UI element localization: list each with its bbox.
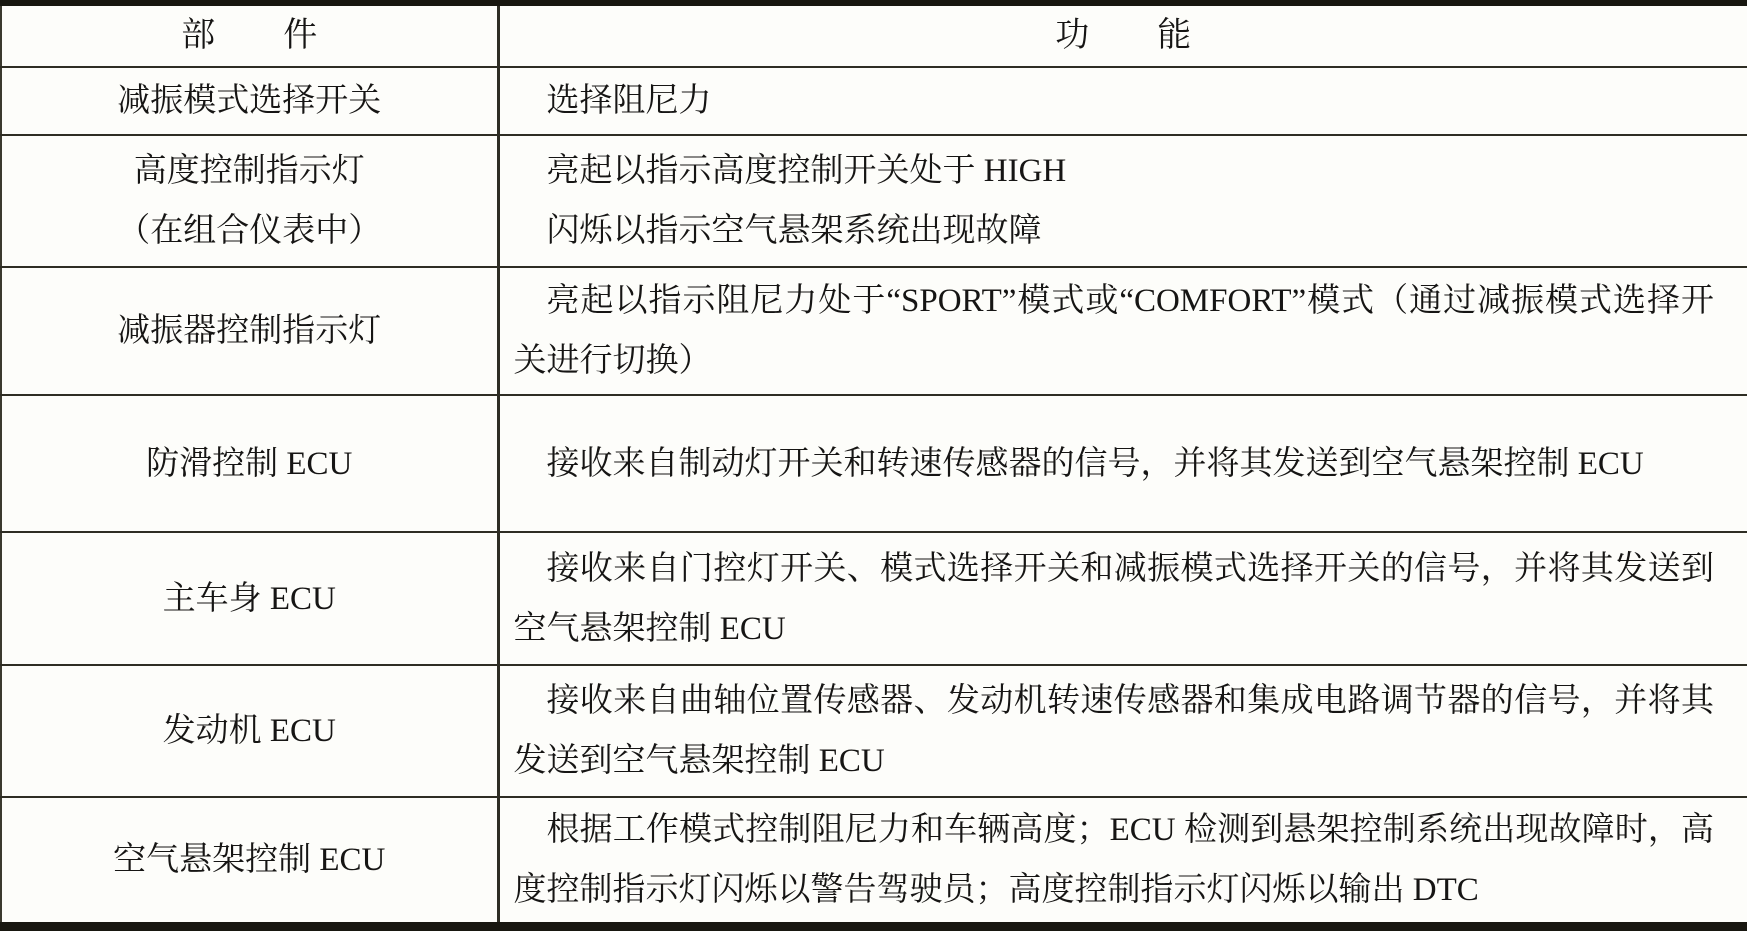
function-text-paragraph: 选择阻尼力 [546,83,712,119]
function-cell [498,395,1747,532]
function-text-paragraph: 根据工作模式控制阻尼力和车辆高度；ECU 检测到悬架控制系统出现故障时，高度控制指示灯闪烁以警告驾驶员；高度控制指示灯闪烁以输出 DTC [513,812,1714,908]
component-cell [1,797,498,927]
component-text-line: 主车身 ECU [162,580,336,617]
component-text-line: （在组合仪表中） [117,213,382,249]
component-cell [1,532,498,665]
table-body [1,67,1747,927]
header-component: 部 件 [1,3,498,67]
table-row [1,532,1747,665]
table-row [1,67,1747,135]
component-text-line: 防滑控制 ECU [146,445,353,482]
function-text-paragraph: 接收来自门控灯开关、模式选择开关和减振模式选择开关的信号，并将其发送到空气悬架控制 ECU [513,550,1714,647]
table-row [1,665,1747,797]
component-text-line: 发动机 ECU [162,713,336,749]
function-text-paragraph: 闪烁以指示空气悬架系统出现故障 [546,213,1042,249]
table-row [1,797,1747,927]
component-text-line: 减振器控制指示灯 [117,313,382,349]
component-text-line: 减振模式选择开关 [117,83,382,119]
function-text-paragraph: 亮起以指示高度控制开关处于 HIGH [546,153,1067,189]
function-cell [498,135,1747,267]
function-cell [498,267,1747,395]
header-function: 功 能 [498,3,1747,67]
component-cell [1,135,498,267]
function-text-paragraph: 接收来自曲轴位置传感器、发动机转速传感器和集成电路调节器的信号，并将其发送到空气悬架控制 ECU [513,683,1714,779]
component-cell [1,665,498,797]
function-text-paragraph: 亮起以指示阻尼力处于“SPORT”模式或“COMFORT”模式（通过减振模式选择开关进行切换） [513,283,1714,379]
component-text-line: 高度控制指示灯 [133,153,365,189]
table-row [1,395,1747,532]
function-cell [498,67,1747,135]
function-cell [498,665,1747,797]
table-row [1,267,1747,395]
component-cell [1,67,498,135]
component-text-line: 空气悬架控制 ECU [113,842,386,878]
table-row [1,135,1747,267]
function-cell [498,532,1747,665]
function-cell [498,797,1747,927]
function-text-paragraph: 接收来自制动灯开关和转速传感器的信号，并将其发送到空气悬架控制 ECU [546,445,1644,482]
component-cell [1,395,498,532]
component-cell [1,267,498,395]
header-row [1,3,1747,67]
